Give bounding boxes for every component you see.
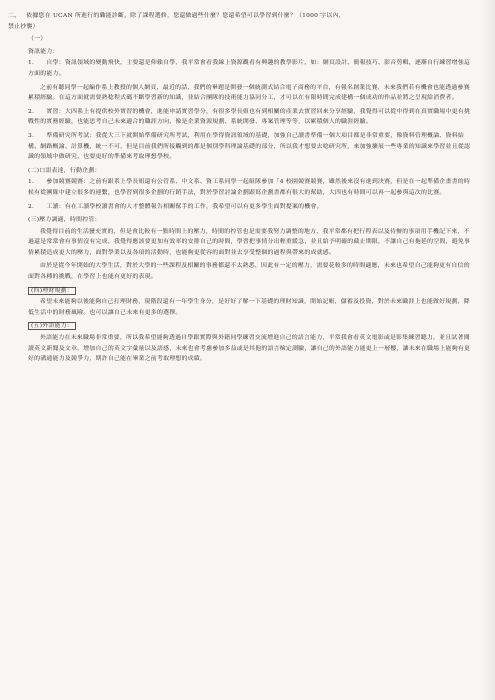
paragraph-projects: 之前有聽同學一起編作系上教授的個人網頁，最近的話，我們的畢題是開發一個統測式結合電子商務的平台，有報名創業比賽，未來我們若有機會也能透過參賽累積經驗。在這方面就需要熟稔程式碼不斷學習新的知識，並結合團隊的技術能力協同分工，才可以在有限時間完成建構一個成功的作品並將之呈現給消費者。 [28,84,470,102]
section-heading-finance-text: (四)理財規劃： [28,287,76,295]
section-heading-it-skills: 資訊能力： [28,48,59,55]
paragraph-grad-exam: 3. 準備研究所考試：我從大三下就開始準備研究所考試，利用在學得資訊領域的基礎，加強自己讀書準備一個大項目都是非常重要，像資料管理概論、資料結構、網路概論、計算機，統一不可，但是目前我們所接觸到的都是個別學科理論基礎的部分，所以我才想要去唸研究所，來加強擴展一些專業的知識來學習並且從認識的領域中做研究，也要更好的準備來考取理想學校。 [28,132,471,161]
section-heading-language [28,321,473,332]
section-heading-stress: (三)壓力調適，時間控管： [28,217,101,224]
question-title-continuation: 禁止抄襲） [8,23,39,30]
paragraph-language: 外語能力在未來職場非常重要，所以我希望能夠透過自學跟實際與外籍同學練習交流增進自己的語言能力，平常我會看英文電影或是影集練習聽力，並且試著閱讀英文新聞及文章，增加自己的英文字彙量以及語感，未來也會考慮參加多益或是其他的語言檢定測驗，讓自己的外語能力能更上一層樓，讓未來在職場上能夠有更好的溝通能力及競爭力，期許自己能在畢業之前考取理想的成績。 [28,335,471,363]
question-title [8,11,473,22]
part-heading: （一） [28,36,47,43]
section-heading-finance [28,286,473,297]
scan-edge-shadow [481,0,495,700]
question-number: 二、 [8,13,21,19]
section-heading-communication: (二)口語表達，行動企劃： [28,167,101,174]
paragraph-finance: 希望未來能夠以後能夠自己打理財務，現階段還有一年學生身分，是好好了解一下基礎的理財知識，開始記帳，儲蓄及投資，對於未來職涯上也能做好規劃，降低生活中的財務風險。也可以讓自己未來有更多的選擇。 [28,299,470,316]
paragraph-adaptation: 由於是從今年開始的大學生活，對於大學的一些課程及相關的事務都還不太熟悉，因此有一定的壓力，需要花較多的時間適應，未來也希望自己能夠更有自信的面對各種的挑戰，在學習上也能有更好的表現。 [28,263,470,281]
paragraph-internship: 2. 實習：大四系上有提供校外實習的機會，進能申請實習學分，有很多學長姐也有到相關的產業去實習回來分享經驗，我覺得可以從中得到在真實職場中更有挑戰性的實務經驗，也能思考自己未來適合的職涯方向，像是企業資源規劃、系統開發、專案管理等等，以累積個人的職涯經驗。 [28,108,471,126]
section-heading-language-text: (五)外語能力： [28,322,76,330]
paragraph-time-management: 我覺得目前的生活蠻充實的，但是會比較有一點時間上的壓力，時間的控管也是需要我努力調整的地方，我平常都有把行程表以及待辦的事項用手機記下來，不過還是常常會有事情沒有完成，我覺得應該要更加有效率的安排自己的時間，學習把事情分出輕重緩急，並且給予明確的截止期限，不讓自己有拖延的空間，避免事情累積造成更大的壓力，面對學業以及各項的活動時，也能夠更從容的面對並去享受整個的過程與帶來的成就感。 [28,228,471,256]
paragraph-self-study: 1. 自學：資訊領域的變動飛快，主要還是仰賴自學，我平常會看我線上資源觀看有興趣的教學影片，如：網頁設計、簡報技巧、影音剪輯，逐漸自行練習增強這方面的能力。 [28,60,471,77]
paragraph-competition: 1. 參加競賽競賽：之前有跟系上學長姐還有公管系、中文系、資工系同學一起組隊參加「4 校園競賽競賽，雖然後來沒有進到決賽，但是在一起準備企畫書的時候有從團隊中建立很多的連繫，也學習到很多企劃的行銷手法，對於學習討論企劃跟寫企劃書都有很大的幫助，大四也有時間可以再一起參與這次的比賽。 [28,179,471,196]
question-text: 依據您在 UCAN 所進行的職能診斷，除了課程選修，您還做過些什麼？您還希望可以學習到什麼？（1000 字以內， [26,13,345,19]
paragraph-work-study: 2. 工讀：有在工讀學校讀書會的人才整體報告相關幫手的工作，我希望可以有更多學生面對提案的機會。 [28,203,323,210]
